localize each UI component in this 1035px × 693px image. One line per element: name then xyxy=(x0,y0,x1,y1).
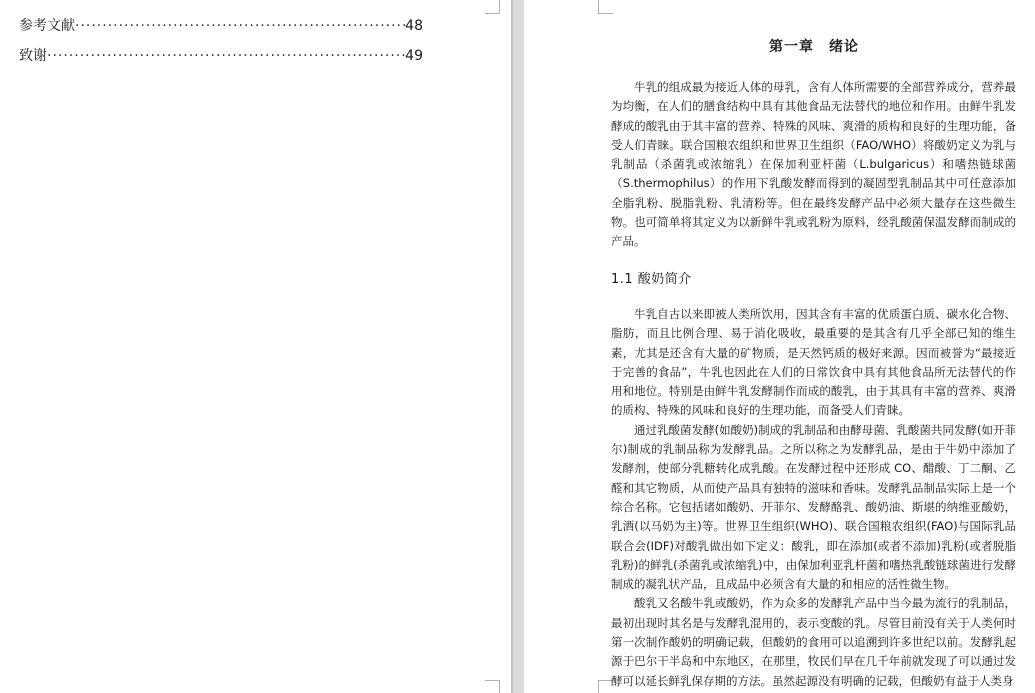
toc-page-number: 49 xyxy=(405,48,423,64)
intro-paragraph: 牛乳的组成最为接近人体的母乳，含有人体所需要的全部营养成分，营养最为均衡，在人们的膳食结构中具有其他食品无法替代的地位和作用。由鲜牛乳发酵成的酸乳由于其丰富的营养、特殊的风味、爽滑的质构和良好的生理功能，备受人们青睐。联合国粮农组织和世界卫生组织（FAO/WHO）将酸奶定义为乳与乳制品（杀菌乳或浓缩乳）在保加利亚杆菌（L.bulgaricus）和嗜热链球菌（S.thermophilus）的作用下乳酸发酵而得到的凝固型乳制品其中可任意添加全脂乳粉、脱脂乳粉、乳清粉等。但在最终发酵产品中必须大量存在这些微生物。也可简单将其定义为以新鲜牛乳或乳粉为原料，经乳酸菌保温发酵而制成的产品。 xyxy=(611,80,1016,249)
body-paragraph: 牛乳自古以来即被人类所饮用，因其含有丰富的优质蛋白质、碳水化合物、脂肪，而且比例合理、易于消化吸收，最重要的是其含有几乎全部已知的维生素，尤其是还含有大量的矿物质，是天然钙质的极好来源。因而被誉为“最接近于完善的食品”，牛乳也因此在人们的日常饮食中具有其他食品所无法替代的作用和地位。特别是由鲜牛乳发酵制作而成的酸乳，由于其具有丰富的营养、爽滑的质构、特殊的风味和良好的生理功能，而备受人们青睐。 xyxy=(611,307,1016,418)
chapter-intro xyxy=(611,78,1016,252)
crop-mark xyxy=(485,680,500,693)
crop-mark xyxy=(485,0,500,14)
right-page xyxy=(524,0,1035,693)
section-heading: 1.1 酸奶简介 xyxy=(611,272,692,287)
page-shadow xyxy=(511,0,513,693)
crop-mark xyxy=(598,0,613,14)
toc-entry-acknowledgements[interactable] xyxy=(19,47,423,65)
section-body xyxy=(611,305,1016,691)
toc-entry-title: 参考文献 xyxy=(19,18,75,34)
toc-page-number: 48 xyxy=(405,18,423,34)
toc-leader-dots xyxy=(75,17,405,35)
chapter-title: 第一章 绪论 xyxy=(769,39,859,55)
left-page xyxy=(0,0,511,693)
toc-entry-title: 致谢 xyxy=(19,48,47,64)
body-paragraph: 酸乳又名酸牛乳或酸奶，作为众多的发酵乳产品中当今最为流行的乳制品，最初出现时其名是与发酵乳混用的，表示变酸的乳。尽管目前没有关于人类何时第一次制作酸奶的明确记载，但酸奶的食用可以追溯到许多世纪以前。发酵乳起源于巴尔干半岛和中东地区，在那里，牧民们早在几千年前就发现了可以通过发酵可以延长鲜乳保存期的方法。虽然起源没有明确的记载，但酸奶有益于人类身 xyxy=(611,596,1016,688)
body-paragraph: 通过乳酸菌发酵(如酸奶)制成的乳制品和由酵母菌、乳酸菌共同发酵(如开菲尔)制成的乳制品称为发酵乳品。之所以称之为发酵乳品，是由于牛奶中添加了发酵剂，使部分乳糖转化成乳酸。在发酵过程中还形成 CO、醋酸、丁二酮、乙醛和其它物质，从而使产品具有独特的滋味和香味。发酵乳品制品实际上是一个综合名称。它包括诸如酸奶、开菲尔、发酵酪乳、酸奶油、斯堪的纳维亚酸奶，乳酒(以马奶为主)等。世界卫生组织(WHO)、联合国粮农组织(FAO)与国际乳品联合会(IDF)对酸乳做出如下定义：酸乳，即在添加(或者不添加)乳粉(或者脱脂乳粉)的鲜乳(杀菌乳或浓缩乳)中，由保加利亚乳杆菌和嗜热乳酸链球菌进行发酵制成的凝乳状产品，且成品中必须含有大量的和相应的活性微生物。 xyxy=(611,422,1016,592)
toc-entry-references[interactable] xyxy=(19,17,423,35)
toc-leader-dots xyxy=(47,47,405,65)
